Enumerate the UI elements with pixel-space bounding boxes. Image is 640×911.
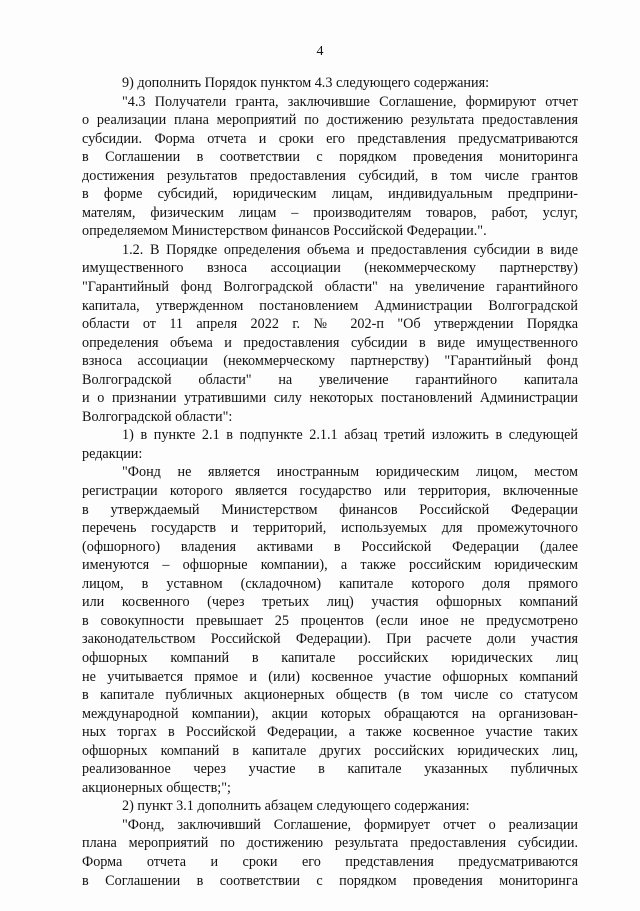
document-line: "4.3 Получатели гранта, заключившие Соглашение, формируют отчет <box>122 93 578 110</box>
document-line: в капитале публичных акционерных обществ (в том числе со статусом <box>82 687 578 704</box>
document-line: капитала, утвержденном постановлением Администрации Волгоградской <box>82 297 578 314</box>
document-line: 1) в пункте 2.1 в подпункте 2.1.1 абзац третий изложить в следующей <box>122 427 578 444</box>
document-line: перечень государств и территорий, используемых для промежуточного <box>82 520 578 537</box>
document-line: в форме субсидий, юридическим лицам, индивидуальным предприни- <box>82 186 578 203</box>
document-line: Волгоградской области" на увеличение гарантийного капитала <box>82 371 578 388</box>
document-line: определения объема и предоставления субсидии в виде имущественного <box>82 334 578 351</box>
document-line: офшорных компаний в капитале российских юридических лиц <box>82 649 578 666</box>
document-line: или косвенного (через третьих лиц) участия офшорных компаний <box>82 594 578 611</box>
document-line: области от 11 апреля 2022 г. № 202-п "Об утверждении Порядка <box>82 316 578 333</box>
document-line: в Соглашении в соответствии с порядком проведения мониторинга <box>82 872 578 889</box>
document-line: "Фонд, заключивший Соглашение, формирует отчет о реализации <box>122 816 578 833</box>
document-line: "Фонд не является иностранным юридическим лицом, местом <box>122 464 578 481</box>
document-line: в утверждаемый Министерством финансов Российской Федерации <box>82 501 578 518</box>
document-line: Форма отчета и сроки его представления предусматриваются <box>82 853 578 870</box>
document-line: субсидии. Форма отчета и сроки его представления предусматриваются <box>82 130 578 147</box>
document-line: 1.2. В Порядке определения объема и предоставления субсидии в виде <box>122 241 578 258</box>
document-line: определяемом Министерством финансов Российской Федерации.". <box>82 223 487 240</box>
document-line: законодательством Российской Федерации). При расчете доли участия <box>82 631 578 648</box>
document-line: редакции: <box>82 445 143 462</box>
document-line: (офшорного) владения активами в Российской Федерации (далее <box>82 538 578 555</box>
document-line: о реализации плана мероприятий по достижению результата предоставления <box>82 112 578 129</box>
page-number: 4 <box>316 44 324 59</box>
document-line: 2) пункт 3.1 дополнить абзацем следующего содержания: <box>122 798 470 815</box>
document-line: регистрации которого является государство или территория, включенные <box>82 483 578 500</box>
document-line: Волгоградской области": <box>82 408 233 425</box>
document-line: именуются – офшорные компании), а также российским юридическим <box>82 557 578 574</box>
document-line: плана мероприятий по достижению результата предоставления субсидии. <box>82 835 578 852</box>
document-line: в Соглашении в соответствии с порядком проведения мониторинга <box>82 149 578 166</box>
document-line: 9) дополнить Порядок пунктом 4.3 следующего содержания: <box>122 75 490 91</box>
document-line: в совокупности превышает 25 процентов (если иное не предусмотрено <box>82 612 578 629</box>
document-line: международной компании), акции которых обращаются на организован- <box>82 705 578 722</box>
document-line: не учитывается прямое и (или) косвенное участие офшорных компаний <box>82 668 578 685</box>
document-line: имущественного взноса ассоциации (некоммерческому партнерству) <box>82 260 578 277</box>
document-line: ных торгах в Российской Федерации, а также косвенное участие таких <box>82 724 578 741</box>
document-body <box>82 74 578 890</box>
document-line: акционерных обществ;"; <box>82 779 231 796</box>
document-line: взноса ассоциации (некоммерческому партнерству) "Гарантийный фонд <box>82 353 578 370</box>
document-line: достижения результатов предоставления субсидий, в том числе грантов <box>82 167 578 184</box>
document-line: офшорных компаний в капитале других российских юридических лиц, <box>82 742 578 759</box>
document-line: реализованное через участие в капитале указанных публичных <box>82 761 578 778</box>
document-line: мателям, физическим лицам – производителям товаров, работ, услуг, <box>82 204 578 221</box>
document-line: лицом, в уставном (складочном) капитале которого доля прямого <box>82 575 578 592</box>
document-line: "Гарантийный фонд Волгоградской области" на увеличение гарантийного <box>82 279 578 296</box>
document-line: и о признании утратившими силу некоторых постановлений Администрации <box>82 390 578 407</box>
